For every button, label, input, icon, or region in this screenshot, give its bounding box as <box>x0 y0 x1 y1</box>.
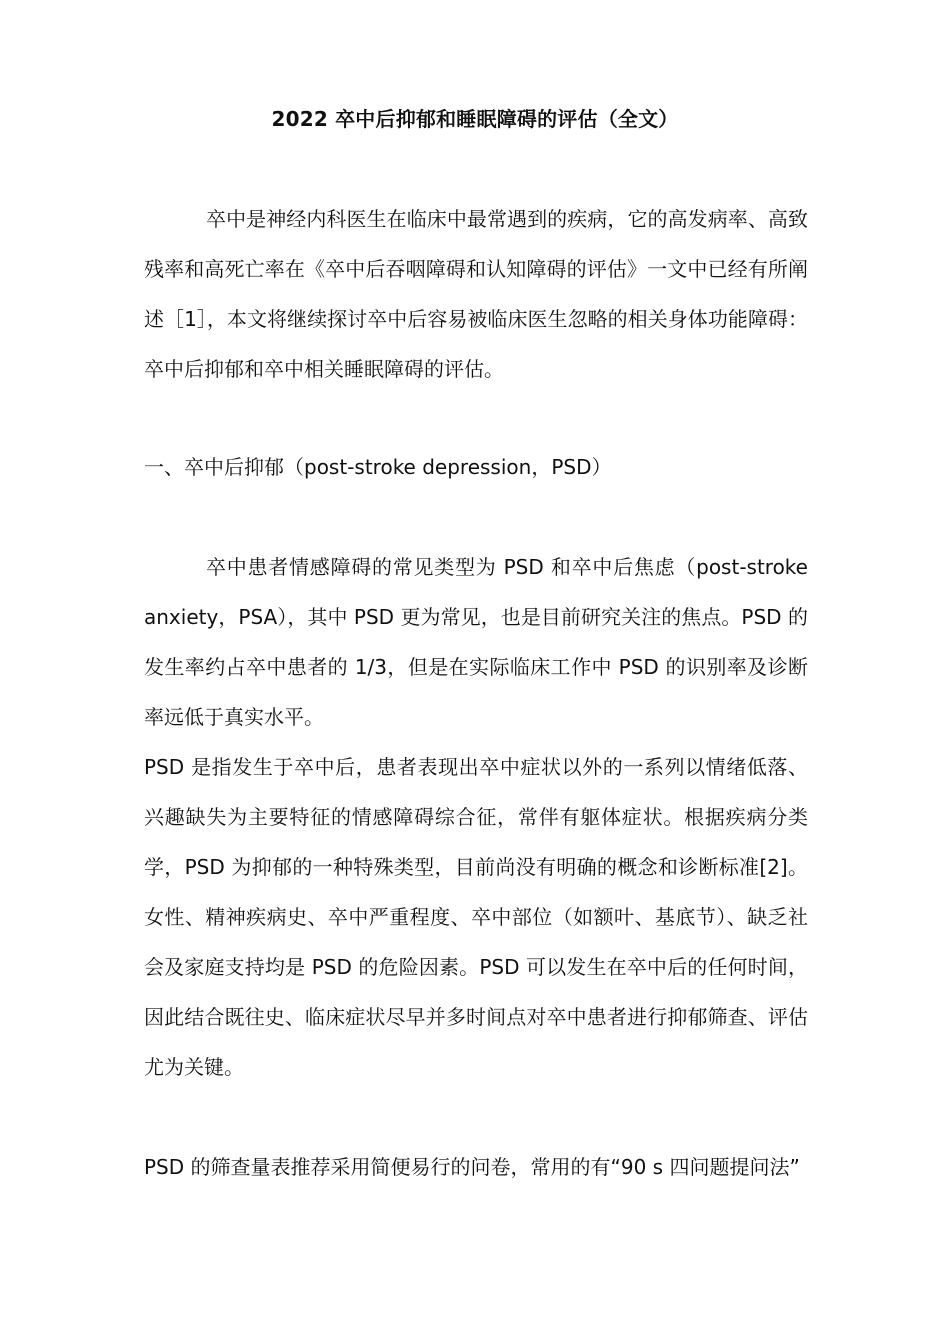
intro-paragraph: 卒中是神经内科医生在临床中最常遇到的疾病，它的高发病率、高致残率和高死亡率在《卒中后吞咽障碍和认知障碍的评估》一文中已经有所阐述［1］，本文将继续探讨卒中后容易被临床医生忽略的相关身体功能障碍：卒中后抑郁和卒中相关睡眠障碍的评估。 <box>144 207 808 381</box>
document-title: 2022 卒中后抑郁和睡眠障碍的评估（全文） <box>271 107 679 131</box>
psd-paragraph-3: PSD 的筛查量表推荐采用简便易行的问卷，常用的有“90 s 四问题提问法” <box>144 1155 800 1179</box>
psd-paragraph-2: PSD 是指发生于卒中后，患者表现出卒中症状以外的一系列以情绪低落、兴趣缺失为主要特征的情感障碍综合征，常伴有躯体症状。根据疾病分类学，PSD 为抑郁的一种特殊类型，目前尚没有明确的概念和诊断标准[2]。女性、精神疾病史、卒中严重程度、卒中部位（如额叶、基底节）、缺乏社会及家庭支持均是 PSD 的危险因素。PSD 可以发生在卒中后的任何时间，因此结合既往史、临床症状尽早并多时间点对卒中患者进行抑郁筛查、评估尤为关键。 <box>144 755 808 1079</box>
psd-paragraph-1: 卒中患者情感障碍的常见类型为 PSD 和卒中后焦虑（post-stroke anxiety，PSA），其中 PSD 更为常见，也是目前研究关注的焦点。PSD 的发生率约占卒中患者的 1/3，但是在实际临床工作中 PSD 的识别率及诊断率远低于真实水平。 <box>144 555 808 729</box>
section-heading-psd: 一、卒中后抑郁（post-stroke depression，PSD） <box>144 455 612 479</box>
